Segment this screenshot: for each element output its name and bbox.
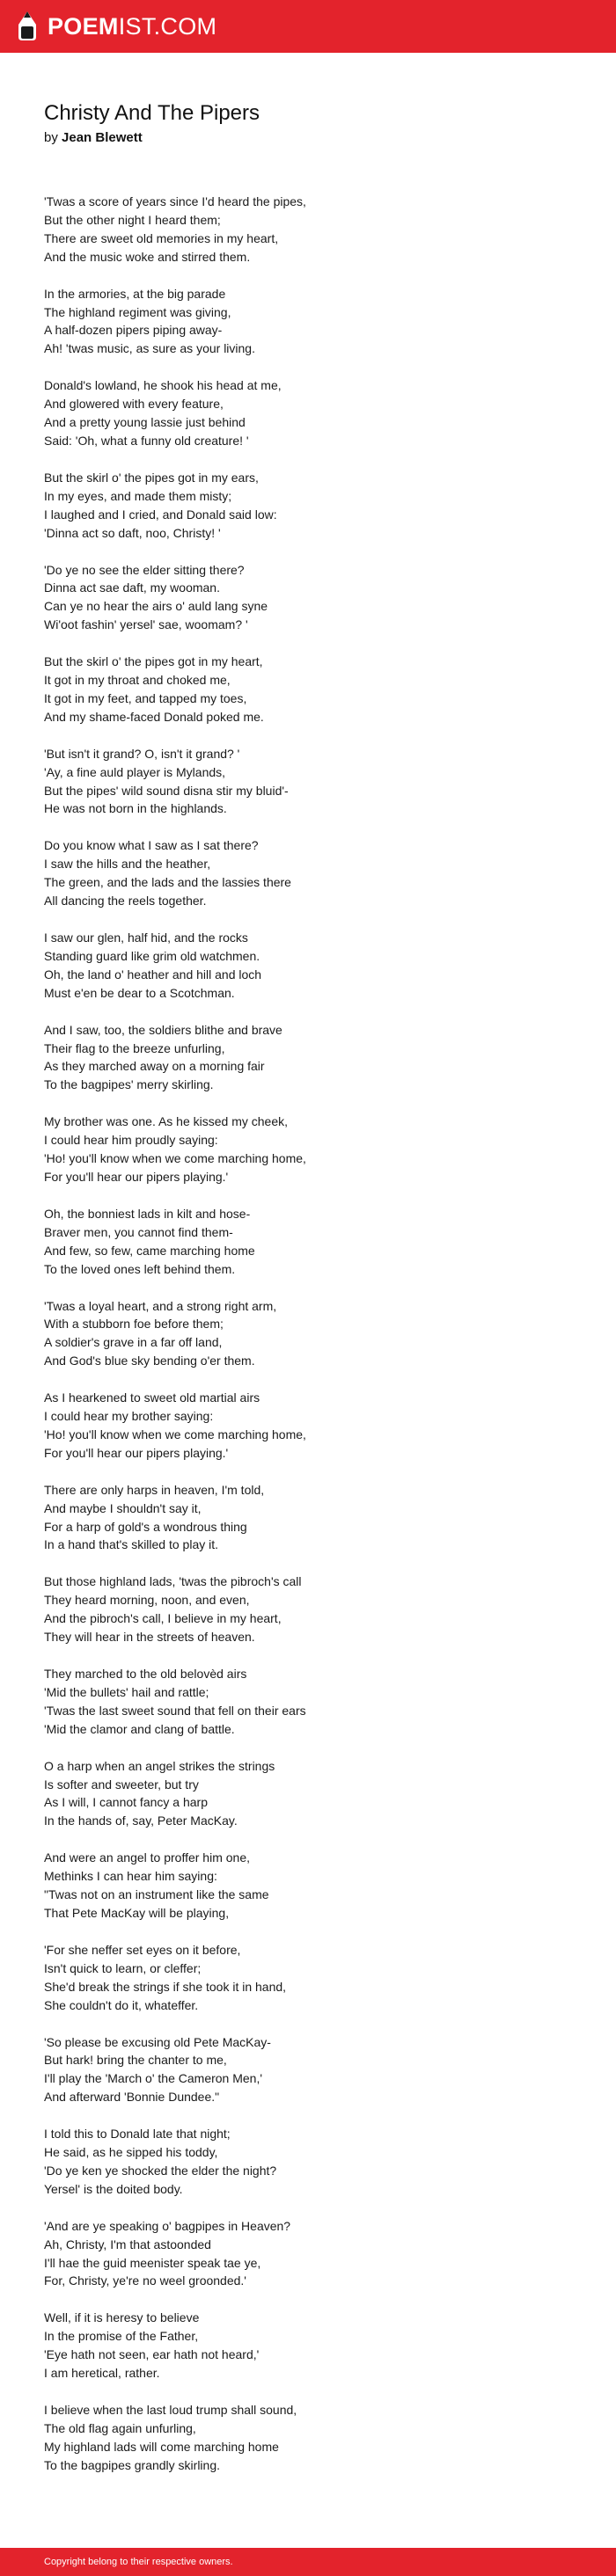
poem-line: But the other night I heard them;	[44, 212, 221, 227]
poem-line: 'And are ye speaking o' bagpipes in Heaven?	[44, 2218, 291, 2233]
poem-line: In the promise of the Father,	[44, 2329, 199, 2344]
poem-stanza	[44, 1665, 590, 1739]
poem-stanza	[44, 285, 590, 359]
poem-line: 'Mid the clamor and clang of battle.	[44, 1721, 235, 1736]
poem-line: I saw the hills and the heather,	[44, 857, 211, 872]
logo-text-bold: POEM	[48, 13, 119, 40]
poem-stanza	[44, 2033, 590, 2107]
site-logo[interactable]	[16, 11, 216, 42]
poem-line: In my eyes, and made them misty;	[44, 488, 232, 503]
poem-line: In the hands of, say, Peter MacKay.	[44, 1813, 238, 1828]
poem-line: I saw our glen, half hid, and the rocks	[44, 930, 248, 945]
poem-stanza	[44, 2309, 590, 2383]
poem-line: I'll hae the guid meenister speak tae ye,	[44, 2255, 261, 2270]
poem-line: Ah! 'twas music, as sure as your living.	[44, 341, 255, 356]
poem-line: Oh, the land o' heather and hill and loch	[44, 967, 262, 982]
poem-title: Christy And The Pipers	[44, 101, 260, 125]
poem-line: Dinna act sae daft, my wooman.	[44, 580, 220, 595]
poem-line: The highland regiment was giving,	[44, 304, 231, 319]
poem-stanza	[44, 193, 590, 266]
poem-line: For you'll hear our pipers playing.'	[44, 1445, 229, 1460]
poem-line: It got in my feet, and tapped my toes,	[44, 690, 247, 705]
poem-line: To the loved ones left behind them.	[44, 1261, 236, 1276]
poem-line: As I hearkened to sweet old martial airs	[44, 1390, 260, 1405]
poem-line: I laughed and I cried, and Donald said low:	[44, 507, 277, 522]
poem-line: And I saw, too, the soldiers blithe and brave	[44, 1022, 282, 1037]
poem-line: I could hear him proudly saying:	[44, 1133, 218, 1148]
poem-line: Is softer and sweeter, but try	[44, 1777, 199, 1792]
poem-stanza	[44, 1481, 590, 1555]
author-link[interactable]: Jean Blewett	[62, 130, 143, 145]
poem-line: It got in my throat and choked me,	[44, 673, 231, 688]
poem-line: Yersel' is the doited body.	[44, 2181, 183, 2196]
poem-stanza	[44, 376, 590, 450]
poem-line: To the bagpipes grandly skirling.	[44, 2457, 221, 2472]
poem-stanza	[44, 1297, 590, 1371]
poem-line: And few, so few, came marching home	[44, 1243, 255, 1258]
poem-line: Isn't quick to learn, or cleffer;	[44, 1960, 202, 1975]
poem-stanza	[44, 1113, 590, 1186]
poem-stanza	[44, 745, 590, 819]
poem-line: Ah, Christy, I'm that astoonded	[44, 2237, 211, 2251]
poem-line: But hark! bring the chanter to me,	[44, 2053, 227, 2068]
logo-text	[48, 11, 216, 42]
poem-line: The green, and the lads and the lassies there	[44, 875, 291, 890]
poem-line: 'Ay, a fine auld player is Mylands,	[44, 764, 226, 779]
poem-stanza	[44, 653, 590, 726]
poem-line: Oh, the bonniest lads in kilt and hose-	[44, 1206, 251, 1221]
poem-line: She'd break the strings if she took it in hand,	[44, 1979, 287, 1994]
poem-stanza	[44, 1573, 590, 1646]
poem-byline	[44, 130, 572, 146]
poem-line: 'Mid the bullets' hail and rattle;	[44, 1684, 209, 1699]
poem-line: Can ye no hear the airs o' auld lang syne	[44, 599, 268, 614]
poem-line: But the pipes' wild sound disna stir my bluid'-	[44, 783, 289, 798]
poem-line: As I will, I cannot fancy a harp	[44, 1795, 208, 1810]
poem-line: 'Do ye ken ye shocked the elder the night?	[44, 2163, 277, 2178]
poem-line: And afterward 'Bonnie Dundee."	[44, 2090, 220, 2105]
poem-stanza	[44, 929, 590, 1003]
poem-line: A soldier's grave in a far off land,	[44, 1335, 223, 1350]
poem-line: 'Twas a score of years since I'd heard the pipes,	[44, 194, 306, 208]
poem-line: I am heretical, rather.	[44, 2366, 160, 2381]
poem-line: Do you know what I saw as I sat there?	[44, 838, 259, 853]
poem-line: They will hear in the streets of heaven.	[44, 1630, 255, 1645]
poem-line: And my shame-faced Donald poked me.	[44, 709, 264, 724]
poem-line: Must e'en be dear to a Scotchman.	[44, 985, 235, 1000]
poem-header	[44, 100, 572, 146]
by-label: by	[44, 130, 58, 145]
poem-line: A half-dozen pipers piping away-	[44, 323, 223, 338]
poem-line: Braver men, you cannot find them-	[44, 1224, 233, 1239]
logo-text-light: IST.COM	[118, 13, 217, 40]
poem-line: She couldn't do it, whateffer.	[44, 1997, 199, 2012]
poem-line: I'll play the 'March o' the Cameron Men,'	[44, 2071, 263, 2086]
poem-line: 'Dinna act so daft, noo, Christy! '	[44, 525, 221, 540]
poem-stanza	[44, 1941, 590, 2015]
poem-line: There are sweet old memories in my heart,	[44, 230, 279, 245]
copyright-text: Copyright belong to their respective owners.	[44, 2557, 233, 2567]
pen-nib-icon	[16, 11, 39, 42]
poem-line: 'But isn't it grand? O, isn't it grand? '	[44, 746, 240, 761]
poem-line: I believe when the last loud trump shall sound,	[44, 2403, 297, 2417]
poem-line: As they marched away on a morning fair	[44, 1059, 265, 1074]
poem-line: For, Christy, ye're no weel groonded.'	[44, 2273, 246, 2288]
poem-line: And were an angel to proffer him one,	[44, 1850, 251, 1865]
poem-line: Said: 'Oh, what a funny old creature! '	[44, 433, 249, 448]
poem-line: 'Do ye no see the elder sitting there?	[44, 562, 245, 577]
poem-line: 'Twas a loyal heart, and a strong right arm,	[44, 1298, 277, 1313]
poem-line: They marched to the old belovèd airs	[44, 1667, 247, 1681]
poem-stanza	[44, 1205, 590, 1279]
poem-line: 'Eye hath not seen, ear hath not heard,'	[44, 2347, 260, 2362]
poem-stanza	[44, 2217, 590, 2291]
poem-line: In a hand that's skilled to play it.	[44, 1537, 219, 1552]
poem-line: And the pibroch's call, I believe in my heart,	[44, 1611, 282, 1626]
poem-line: And glowered with every feature,	[44, 397, 224, 412]
poem-line: 'Twas the last sweet sound that fell on their ears	[44, 1703, 306, 1718]
poem-line: In the armories, at the big parade	[44, 286, 226, 301]
poem-line: 'For she neffer set eyes on it before,	[44, 1942, 241, 1957]
poem-body	[44, 193, 590, 2493]
poem-line: Wi'oot fashin' yersel' sae, woomam? '	[44, 617, 248, 632]
poem-line: 'Ho! you'll know when we come marching home,	[44, 1427, 306, 1441]
poem-line: I told this to Donald late that night;	[44, 2127, 231, 2142]
poem-line: My highland lads will come marching home	[44, 2439, 279, 2454]
poem-line: My brother was one. As he kissed my cheek,	[44, 1114, 289, 1129]
poem-line: He said, as he sipped his toddy,	[44, 2145, 218, 2160]
poem-stanza	[44, 1021, 590, 1095]
poem-stanza	[44, 2401, 590, 2475]
poem-stanza	[44, 561, 590, 635]
poem-line: O a harp when an angel strikes the strings	[44, 1758, 275, 1773]
poem-line: And maybe I shouldn't say it,	[44, 1500, 202, 1515]
poem-stanza	[44, 2125, 590, 2199]
poem-stanza	[44, 1849, 590, 1923]
poem-line: With a stubborn foe before them;	[44, 1317, 224, 1332]
poem-line: For you'll hear our pipers playing.'	[44, 1169, 229, 1184]
poem-line: "Twas not on an instrument like the same	[44, 1887, 269, 1902]
poem-line: For a harp of gold's a wondrous thing	[44, 1519, 247, 1534]
poem-stanza	[44, 836, 590, 910]
poem-line: I could hear my brother saying:	[44, 1409, 214, 1424]
poem-line: But those highland lads, 'twas the pibroch's call	[44, 1574, 302, 1589]
poem-line: 'Ho! you'll know when we come marching home,	[44, 1151, 306, 1166]
poem-stanza	[44, 1757, 590, 1831]
site-footer	[0, 2548, 616, 2576]
poem-line: Donald's lowland, he shook his head at me,	[44, 378, 282, 393]
poem-line: But the skirl o' the pipes got in my heart,	[44, 654, 263, 669]
poem-line: Well, if it is heresy to believe	[44, 2310, 200, 2325]
poem-line: And the music woke and stirred them.	[44, 249, 251, 264]
poem-line: And a pretty young lassie just behind	[44, 415, 246, 430]
poem-stanza	[44, 469, 590, 543]
poem-line: There are only harps in heaven, I'm told,	[44, 1482, 265, 1497]
poem-line: Methinks I can hear him saying:	[44, 1869, 217, 1884]
poem-line: To the bagpipes' merry skirling.	[44, 1077, 214, 1092]
poem-line: That Pete MacKay will be playing,	[44, 1905, 230, 1920]
poem-stanza	[44, 1389, 590, 1463]
poem-line: Standing guard like grim old watchmen.	[44, 948, 260, 963]
poem-line: They heard morning, noon, and even,	[44, 1593, 250, 1608]
poem-line: He was not born in the highlands.	[44, 801, 227, 816]
site-header	[0, 0, 616, 53]
poem-line: The old flag again unfurling,	[44, 2420, 196, 2435]
poem-line: 'So please be excusing old Pete MacKay-	[44, 2034, 271, 2049]
poem-line: But the skirl o' the pipes got in my ears,	[44, 470, 259, 485]
poem-line: All dancing the reels together.	[44, 894, 207, 909]
poem-line: And God's blue sky bending o'er them.	[44, 1354, 255, 1368]
poem-line: Their flag to the breeze unfurling,	[44, 1040, 225, 1055]
